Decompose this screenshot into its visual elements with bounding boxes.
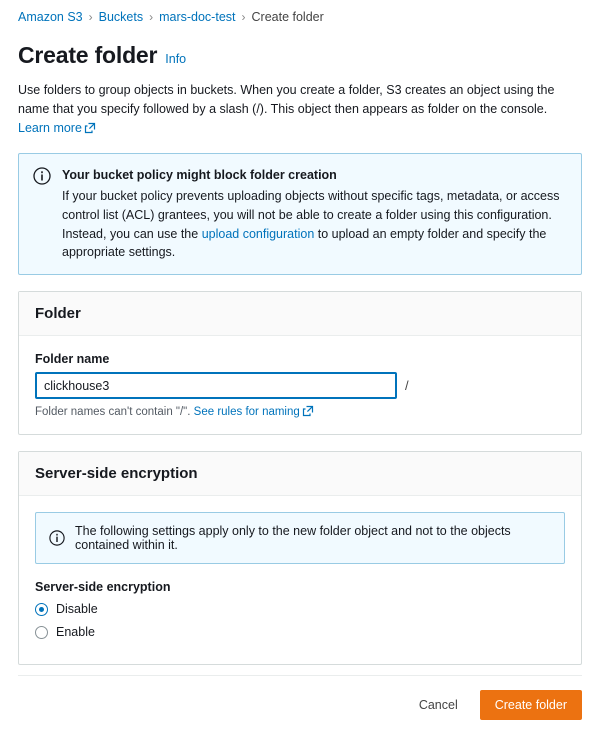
folder-name-hint-text: Folder names can't contain "/". (35, 406, 194, 418)
folder-name-label: Folder name (35, 352, 110, 366)
breadcrumb-separator: › (88, 10, 93, 24)
encryption-info-text: The following settings apply only to the new folder object and not to the objects contained within it. (75, 524, 511, 552)
external-link-icon (303, 406, 313, 416)
page-description-text: Use folders to group objects in buckets. When you create a folder, S3 creates an object using the name that you specify followed by a slash (/). This object then appears as folder on the console. (18, 83, 555, 116)
breadcrumb-separator: › (241, 10, 246, 24)
folder-name-hint (35, 406, 565, 418)
radio-enable-icon[interactable] (35, 626, 48, 639)
encryption-option-enable-label: Enable (56, 625, 95, 639)
encryption-section-heading: Server-side encryption (35, 465, 198, 482)
upload-configuration-link[interactable]: upload configuration (201, 226, 315, 241)
breadcrumb-item-current: Create folder (251, 10, 324, 24)
page-title-row (18, 42, 582, 69)
alert-text-after: to upload an empty folder and specify the appropriate settings. (62, 226, 547, 260)
alert-title: Your bucket policy might block folder creation (62, 168, 337, 183)
cancel-button[interactable]: Cancel (411, 692, 466, 718)
encryption-card-body (19, 496, 581, 664)
encryption-option-disable[interactable] (35, 602, 565, 616)
folder-name-input[interactable] (35, 372, 397, 399)
encryption-card-header (19, 452, 581, 496)
folder-card (18, 291, 582, 435)
breadcrumb-item-buckets[interactable]: Buckets (98, 10, 144, 24)
info-icon (49, 530, 65, 546)
folder-name-suffix: / (405, 378, 409, 393)
learn-more-link[interactable]: Learn more (18, 120, 82, 135)
create-folder-button[interactable]: Create folder (480, 690, 582, 720)
bucket-policy-alert (18, 153, 582, 275)
alert-body (62, 166, 567, 262)
breadcrumb (18, 0, 582, 32)
folder-card-header (19, 292, 581, 336)
encryption-option-enable[interactable] (35, 625, 565, 639)
folder-name-row (35, 372, 565, 399)
encryption-radio-group-label: Server-side encryption (35, 580, 171, 594)
page-title: Create folder (18, 42, 158, 68)
info-link[interactable]: Info (165, 52, 187, 66)
folder-section-heading: Folder (35, 305, 81, 322)
external-link-icon (85, 123, 95, 133)
encryption-option-disable-label: Disable (56, 602, 98, 616)
radio-disable-icon[interactable] (35, 603, 48, 616)
alert-text-before: If your bucket policy prevents uploading objects without specific tags, metadata, or access control list (ACL) grantees, you will not be able to create a folder using this configuration. Instead, you can use the (62, 189, 560, 241)
breadcrumb-separator: › (149, 10, 154, 24)
breadcrumb-item-amazon-s3[interactable]: Amazon S3 (18, 10, 83, 24)
encryption-info-box (35, 512, 565, 564)
folder-card-body (19, 336, 581, 434)
page-description (18, 81, 582, 137)
form-actions (18, 675, 582, 732)
encryption-card (18, 451, 582, 665)
naming-rules-link[interactable]: See rules for naming (193, 406, 300, 418)
info-icon (33, 167, 51, 185)
alert-text (62, 187, 567, 262)
breadcrumb-item-bucket[interactable]: mars-doc-test (159, 10, 236, 24)
